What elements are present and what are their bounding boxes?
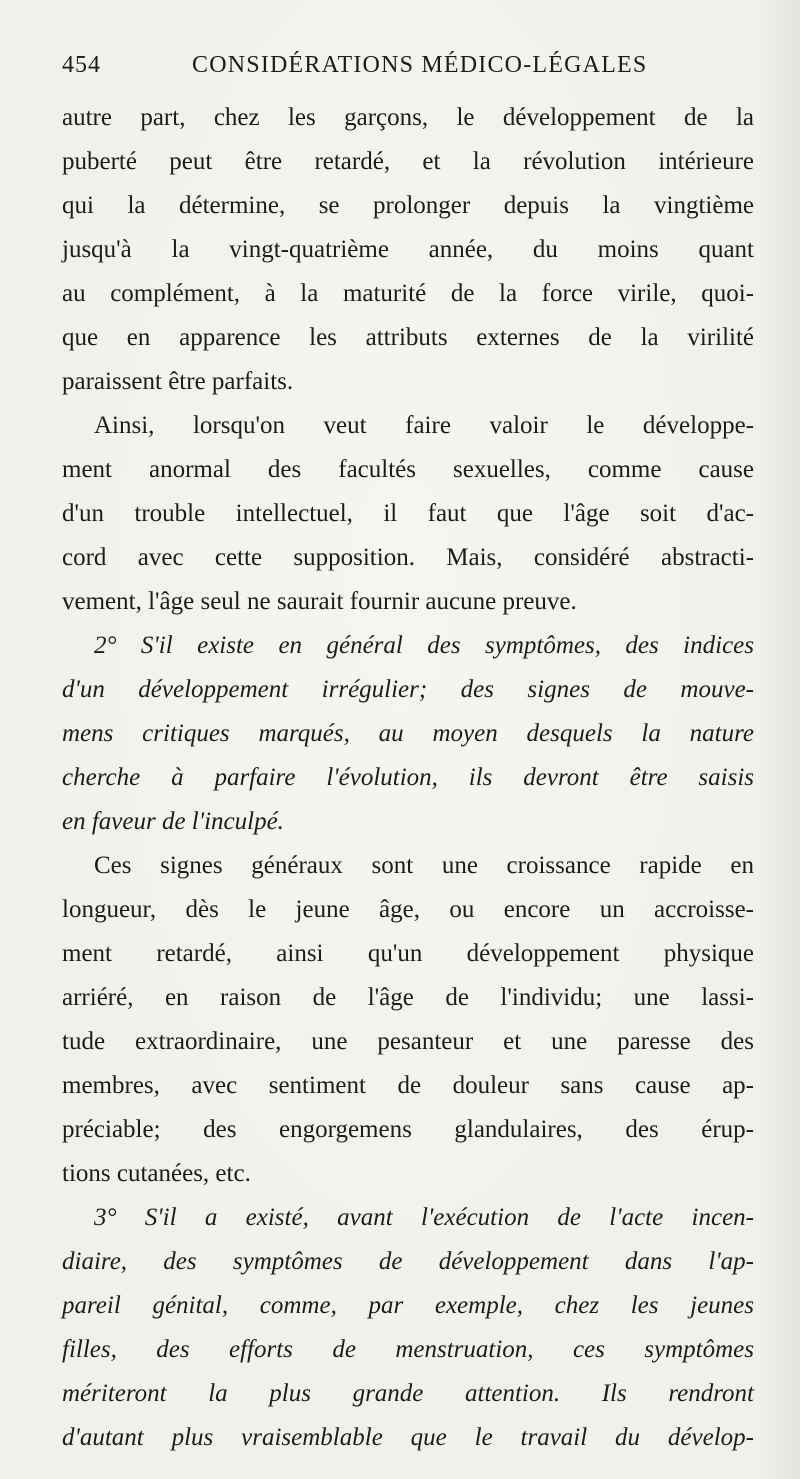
- text-line: qui la détermine, se prolonger depuis la vingtième: [62, 192, 754, 219]
- text-line: d'un trouble intellectuel, il faut que l'âge soit d'ac-: [62, 500, 754, 527]
- page-edge-shadow: [760, 0, 800, 1479]
- text-line: 2° S'il existe en général des symptômes, des indices: [94, 632, 754, 659]
- text-line: vement, l'âge seul ne saurait fournir aucune preuve.: [62, 588, 577, 615]
- text-line: cherche à parfaire l'évolution, ils devront être saisis: [62, 764, 754, 791]
- body-text: [62, 96, 754, 1460]
- text-line: en faveur de l'inculpé.: [62, 808, 284, 835]
- text-line: ment anormal des facultés sexuelles, comme cause: [62, 456, 754, 483]
- text-line: filles, des efforts de menstruation, ces symptômes: [62, 1336, 754, 1363]
- text-line: tude extraordinaire, une pesanteur et une paresse des: [62, 1028, 754, 1055]
- text-line: ment retardé, ainsi qu'un développement physique: [62, 940, 754, 967]
- text-line: d'un développement irrégulier; des signes de mouve-: [62, 676, 754, 703]
- text-line: pareil génital, comme, par exemple, chez les jeunes: [62, 1292, 754, 1319]
- page-number: 454: [62, 52, 101, 78]
- page-header: [62, 44, 752, 88]
- text-line: tions cutanées, etc.: [62, 1160, 251, 1187]
- text-line: Ces signes généraux sont une croissance rapide en: [94, 852, 754, 879]
- text-line: membres, avec sentiment de douleur sans cause ap-: [62, 1072, 754, 1099]
- running-title: CONSIDÉRATIONS MÉDICO-LÉGALES: [192, 52, 648, 78]
- text-line: puberté peut être retardé, et la révolution intérieure: [62, 148, 754, 175]
- text-line: que en apparence les attributs externes de la virilité: [62, 324, 754, 351]
- text-line: longueur, dès le jeune âge, ou encore un accroisse-: [62, 896, 754, 923]
- text-line: au complément, à la maturité de la force virile, quoi-: [62, 280, 754, 307]
- text-line: autre part, chez les garçons, le développement de la: [62, 104, 754, 131]
- text-line: diaire, des symptômes de développement dans l'ap-: [62, 1248, 754, 1275]
- text-line: paraissent être parfaits.: [62, 368, 294, 395]
- text-line: mens critiques marqués, au moyen desquels la nature: [62, 720, 754, 747]
- text-line: arriéré, en raison de l'âge de l'individu; une lassi-: [62, 984, 754, 1011]
- text-line: mériteront la plus grande attention. Ils rendront: [62, 1380, 754, 1407]
- text-line: Ainsi, lorsqu'on veut faire valoir le développe-: [94, 412, 754, 439]
- text-line: préciable; des engorgemens glandulaires, des érup-: [62, 1116, 754, 1143]
- text-line: d'autant plus vraisemblable que le travail du dévelop-: [62, 1424, 754, 1451]
- text-line: 3° S'il a existé, avant l'exécution de l'acte incen-: [94, 1204, 754, 1231]
- text-line: cord avec cette supposition. Mais, considéré abstracti-: [62, 544, 754, 571]
- text-line: jusqu'à la vingt-quatrième année, du moins quant: [62, 236, 754, 263]
